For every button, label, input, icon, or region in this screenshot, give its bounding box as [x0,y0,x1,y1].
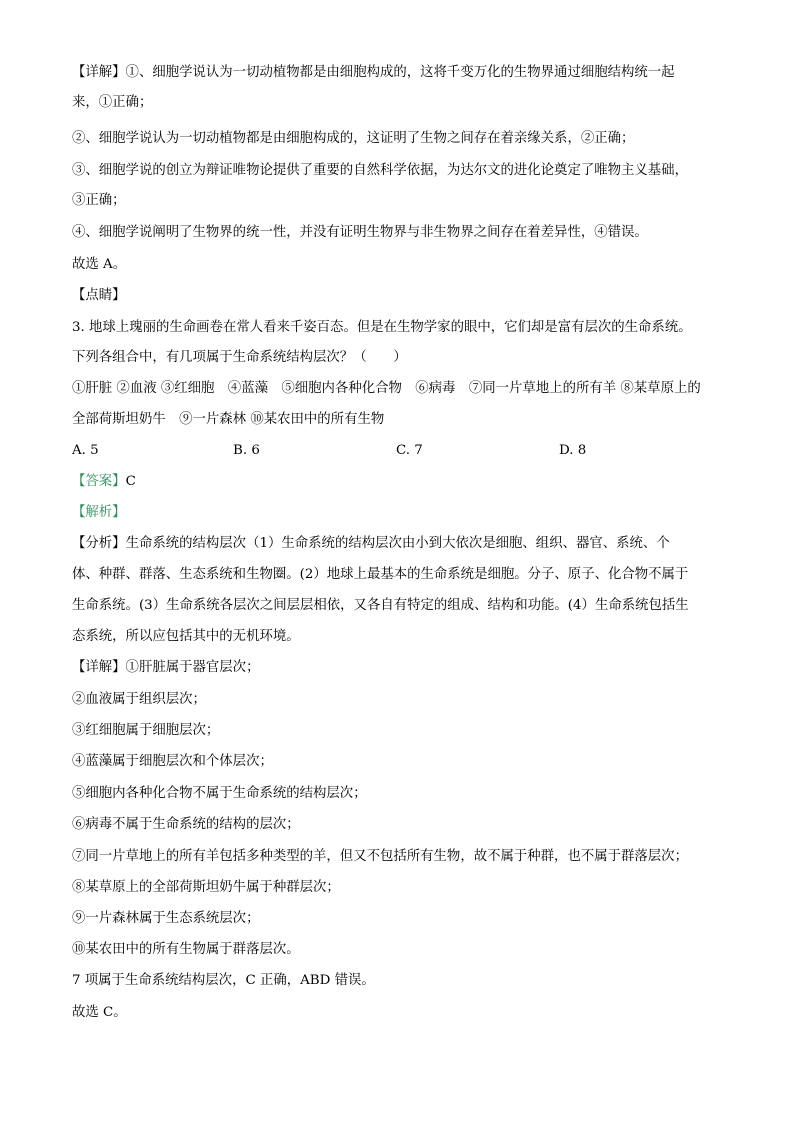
question-items: ①肝脏 ②血液 ③红细胞 ④蓝藻 ⑤细胞内各种化合物 ⑥病毒 ⑦同一片草地上的所有羊 ⑧某草原上的 [72,381,701,396]
detail-line: ⑩某农田中的所有生物属于群落层次。 [72,942,300,957]
text-line: 【详解】①、细胞学说认为一切动植物都是由细胞构成的，这将千变万化的生物界通过细胞结构统一起 [72,65,675,80]
analysis-label: 【解析】 [72,505,126,520]
detail-line: ⑤细胞内各种化合物不属于生命系统的结构层次； [72,786,367,801]
text-line: 来，①正确； [72,95,153,110]
text-line: ④、细胞学说阐明了生物界的统一性，并没有证明生物界与非生物界之间存在着差异性，④错误。 [72,225,648,240]
text-line: 故选 A。 [72,257,127,272]
answer-label: 【答案】 [72,474,126,489]
question-items: 全部荷斯坦奶牛 ⑨一片森林 ⑩某农田中的所有生物 [72,412,385,427]
question-stem: 3. 地球上瑰丽的生命画卷在常人看来千姿百态。但是在生物学家的眼中，它们却是富有层次的生命系统。 [72,320,692,335]
detail-line: 【详解】①肝脏属于器官层次； [72,660,260,675]
analysis-line: 态系统，所以应包括其中的无机环境。 [72,629,300,644]
detail-line: ⑥病毒不属于生命系统的结构的层次； [72,817,300,832]
answer-line [72,473,136,491]
detail-line: ④蓝藻属于细胞层次和个体层次； [72,754,273,769]
detail-line: ②血液属于组织层次； [72,692,206,707]
option-c: C. 7 [396,443,423,458]
detail-line: ③红细胞属于细胞层次； [72,723,220,738]
analysis-line: 体、种群、群落、生态系统和生物圈。(2）地球上最基本的生命系统是细胞。分子、原子、化合物不属于 [72,567,689,582]
text-line: ③、细胞学说的创立为辩证唯物论提供了重要的自然科学依据，为达尔文的进化论奠定了唯物主义基础， [72,163,688,178]
detail-line: ⑨一片森林属于生态系统层次； [72,911,260,926]
option-a: A. 5 [72,443,99,458]
question-stem: 下列各组合中，有几项属于生命系统结构层次？（ ） [72,350,407,365]
detail-line: ⑧某草原上的全部荷斯坦奶牛属于种群层次； [72,880,340,895]
option-d: D. 8 [559,443,587,458]
detail-line: 7 项属于生命系统结构层次，C 正确，ABD 错误。 [72,973,375,988]
analysis-line [72,535,670,553]
option-b: B. 6 [233,443,260,458]
fenxi-text: 生命系统的结构层次（1）生命系统的结构层次由小到大依次是细胞、组织、器官、系统、个 [125,536,670,551]
text-line: ③正确； [72,193,126,208]
answer-value: C [125,474,136,489]
detail-line: 故选 C。 [72,1005,127,1020]
fenxi-label: 【分析】 [72,536,126,551]
analysis-line: 生命系统。(3）生命系统各层次之间层层相依，又各自有特定的组成、结构和功能。(4）生命系统包括生 [72,598,689,613]
section-heading: 【点睛】 [72,288,126,303]
text-line: ②、细胞学说认为一切动植物都是由细胞构成的，这证明了生物之间存在着亲缘关系，②正确； [72,131,635,146]
detail-line: ⑦同一片草地上的所有羊包括多种类型的羊，但又不包括所有生物，故不属于种群，也不属于群落层次； [72,849,688,864]
